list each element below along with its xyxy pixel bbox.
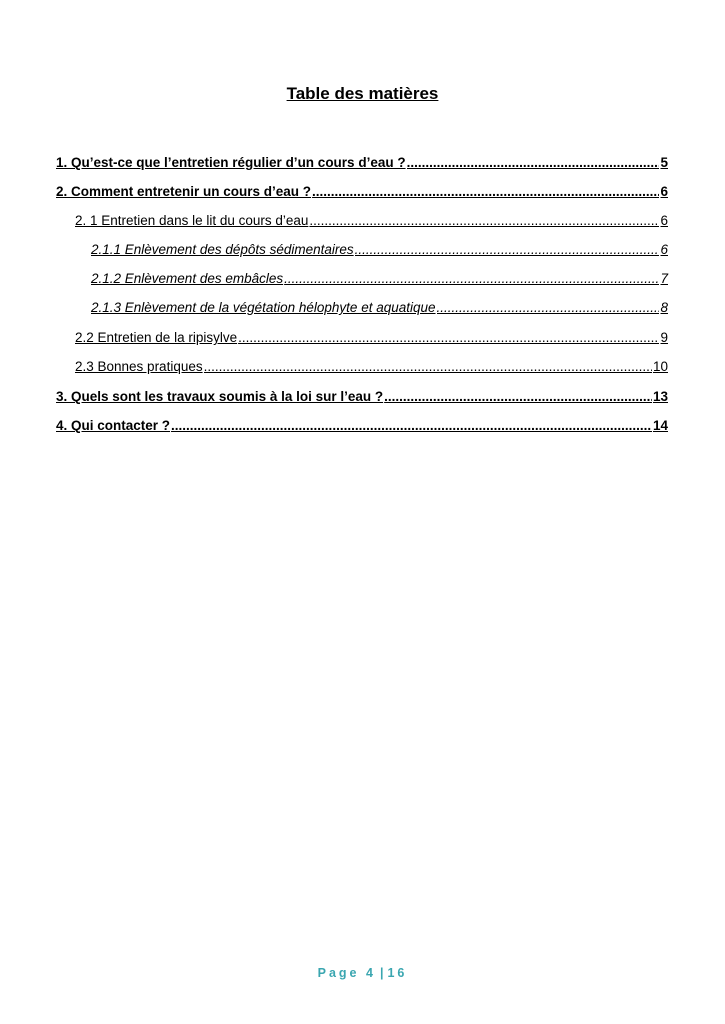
dot-leader bbox=[284, 271, 659, 286]
toc-entry-2-1-3[interactable] bbox=[91, 300, 668, 318]
toc-entry-label: 2.1.3 Enlèvement de la végétation hélophyte et aquatique bbox=[91, 300, 436, 315]
toc-entry-2-1[interactable] bbox=[75, 213, 668, 231]
toc-entry-page: 6 bbox=[660, 242, 668, 257]
footer-current-page: 4 bbox=[366, 966, 376, 980]
toc-entry-label: 2. Comment entretenir un cours d’eau ? bbox=[56, 184, 312, 199]
dot-leader bbox=[238, 330, 659, 345]
toc-entry-page: 6 bbox=[660, 184, 668, 199]
toc-entry-2-2[interactable] bbox=[75, 330, 668, 348]
toc-entry-page: 5 bbox=[660, 155, 668, 170]
toc-entry-label: 2. 1 Entretien dans le lit du cours d’eau bbox=[75, 213, 309, 228]
toc-entry-2-1-2[interactable] bbox=[91, 271, 668, 289]
dot-leader bbox=[407, 155, 660, 170]
toc-entry-2-1-1[interactable] bbox=[91, 242, 668, 260]
dot-leader bbox=[171, 418, 652, 433]
dot-leader bbox=[355, 242, 660, 257]
dot-leader bbox=[309, 213, 659, 228]
toc-entry-2[interactable] bbox=[56, 184, 668, 202]
toc-entry-4[interactable] bbox=[56, 418, 668, 436]
toc-entry-label: 1. Qu’est-ce que l’entretien régulier d’un cours d’eau ? bbox=[56, 155, 406, 170]
toc-title: Table des matières bbox=[286, 84, 439, 103]
toc-entry-page: 6 bbox=[660, 213, 668, 228]
toc-entry-label: 2.2 Entretien de la ripisylve bbox=[75, 330, 238, 345]
toc-entry-label: 2.1.1 Enlèvement des dépôts sédimentaires bbox=[91, 242, 354, 257]
toc-entry-page: 9 bbox=[660, 330, 668, 345]
toc-entry-page: 8 bbox=[660, 300, 668, 315]
toc-entry-label: 4. Qui contacter ? bbox=[56, 418, 171, 433]
footer-page-word: Page bbox=[317, 966, 360, 980]
toc-entry-label: 2.1.2 Enlèvement des embâcles bbox=[91, 271, 284, 286]
toc-entry-2-3[interactable] bbox=[75, 359, 668, 377]
page-footer bbox=[0, 966, 725, 980]
toc-entry-1[interactable] bbox=[56, 155, 668, 173]
dot-leader bbox=[384, 389, 652, 404]
dot-leader bbox=[437, 300, 660, 315]
toc-entry-label: 3. Quels sont les travaux soumis à la loi sur l’eau ? bbox=[56, 389, 384, 404]
toc-entry-3[interactable] bbox=[56, 389, 668, 407]
toc-entry-page: 7 bbox=[660, 271, 668, 286]
toc-entry-label: 2.3 Bonnes pratiques bbox=[75, 359, 203, 374]
footer-separator: | bbox=[379, 966, 384, 980]
toc-entry-page: 14 bbox=[652, 418, 668, 433]
dot-leader bbox=[312, 184, 659, 199]
footer-total-pages: 16 bbox=[387, 966, 408, 980]
dot-leader bbox=[204, 359, 652, 374]
toc-entry-page: 13 bbox=[652, 389, 668, 404]
toc-entry-page: 10 bbox=[652, 359, 668, 374]
